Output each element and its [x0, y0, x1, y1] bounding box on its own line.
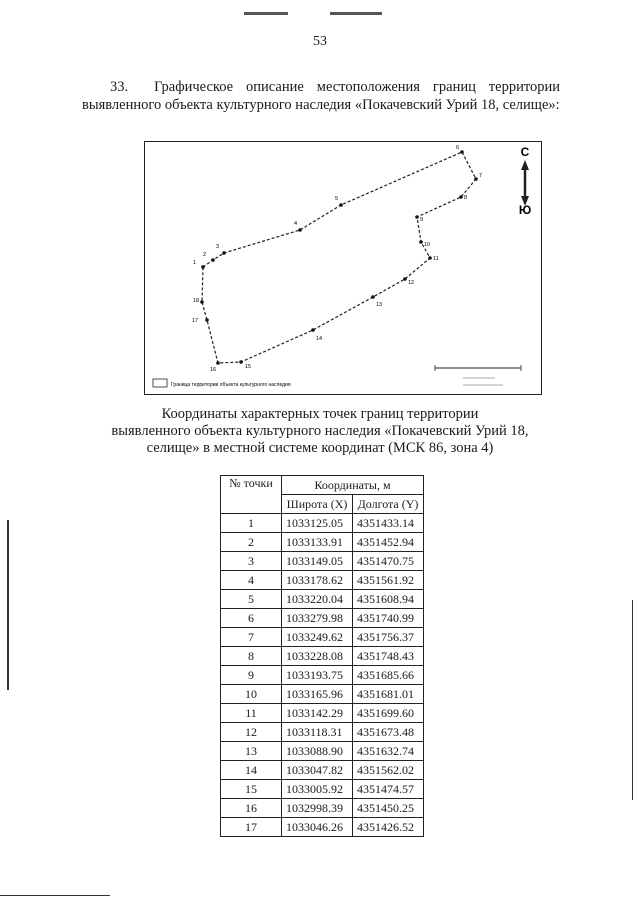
boundary-point-label: 5 — [335, 196, 339, 202]
boundary-point-label: 10 — [424, 242, 431, 248]
longitude-value: 4351470.75 — [353, 552, 424, 571]
caption-line: селище» в местной системе координат (МСК 86, зона 4) — [146, 440, 494, 456]
page-number: 53 — [313, 34, 327, 49]
latitude-value: 1032998.39 — [282, 799, 353, 818]
longitude-value: 4351756.37 — [353, 628, 424, 647]
boundary-point — [298, 228, 302, 232]
latitude-value: 1033193.75 — [282, 666, 353, 685]
header-coordinates: Координаты, м — [282, 476, 424, 495]
boundary-point-label: 4 — [294, 221, 298, 227]
boundary-point-label: 11 — [433, 256, 439, 262]
latitude-value: 1033005.92 — [282, 780, 353, 799]
latitude-value: 1033165.96 — [282, 685, 353, 704]
longitude-value: 4351685.66 — [353, 666, 424, 685]
boundary-point — [403, 277, 407, 281]
boundary-point — [459, 195, 463, 199]
latitude-value: 1033125.05 — [282, 514, 353, 533]
boundary-point — [200, 300, 204, 304]
table-row — [221, 723, 424, 742]
point-number: 4 — [221, 571, 282, 590]
boundary-point-label: 12 — [408, 280, 415, 286]
table-row — [221, 552, 424, 571]
scan-edge-mark — [632, 600, 633, 800]
header-longitude: Долгота (Y) — [353, 495, 424, 514]
latitude-value: 1033133.91 — [282, 533, 353, 552]
boundary-point — [216, 361, 220, 365]
longitude-value: 4351561.92 — [353, 571, 424, 590]
latitude-value: 1033220.04 — [282, 590, 353, 609]
point-number: 2 — [221, 533, 282, 552]
boundary-point — [239, 360, 243, 364]
point-number: 6 — [221, 609, 282, 628]
north-label: С — [520, 145, 530, 159]
latitude-value: 1033149.05 — [282, 552, 353, 571]
latitude-value: 1033249.62 — [282, 628, 353, 647]
table-row — [221, 647, 424, 666]
latitude-value: 1033279.98 — [282, 609, 353, 628]
scan-edge-mark — [0, 895, 110, 896]
latitude-value: 1033178.62 — [282, 571, 353, 590]
longitude-value: 4351681.01 — [353, 685, 424, 704]
boundary-point — [419, 240, 423, 244]
table-row — [221, 704, 424, 723]
point-number: 15 — [221, 780, 282, 799]
latitude-value: 1033118.31 — [282, 723, 353, 742]
table-row — [221, 818, 424, 837]
boundary-point-label: 18 — [193, 298, 200, 304]
boundary-point-label: 17 — [192, 318, 199, 324]
table-row — [221, 533, 424, 552]
longitude-value: 4351452.94 — [353, 533, 424, 552]
boundary-point — [222, 251, 226, 255]
section-number: 33. — [110, 79, 129, 95]
header-latitude: Широта (X) — [282, 495, 353, 514]
map-legend — [153, 379, 291, 388]
boundary-point-label: 6 — [456, 145, 460, 151]
table-row — [221, 628, 424, 647]
point-number: 12 — [221, 723, 282, 742]
table-row — [221, 590, 424, 609]
point-number: 7 — [221, 628, 282, 647]
boundary-point — [474, 177, 478, 181]
longitude-value: 4351748.43 — [353, 647, 424, 666]
scan-speck — [330, 12, 382, 15]
point-number: 3 — [221, 552, 282, 571]
coordinates-table — [220, 475, 424, 837]
boundary-point — [371, 295, 375, 299]
south-label: Ю — [518, 203, 532, 217]
table-row — [221, 685, 424, 704]
longitude-value: 4351450.25 — [353, 799, 424, 818]
boundary-point-label: 16 — [210, 367, 217, 373]
boundary-point-label: 7 — [479, 173, 483, 179]
longitude-value: 4351673.48 — [353, 723, 424, 742]
point-number: 14 — [221, 761, 282, 780]
longitude-value: 4351740.99 — [353, 609, 424, 628]
boundary-point-label: 3 — [216, 244, 220, 250]
table-row — [221, 514, 424, 533]
table-caption — [60, 406, 580, 457]
longitude-value: 4351562.02 — [353, 761, 424, 780]
boundary-point-label: 2 — [203, 252, 207, 258]
north-arrow — [519, 145, 531, 217]
boundary-point — [460, 150, 464, 154]
boundary-point-label: 8 — [464, 195, 468, 201]
boundary-point — [428, 256, 432, 260]
boundary-point-label: 13 — [376, 302, 383, 308]
point-number: 9 — [221, 666, 282, 685]
point-number: 11 — [221, 704, 282, 723]
longitude-value: 4351699.60 — [353, 704, 424, 723]
point-number: 8 — [221, 647, 282, 666]
longitude-value: 4351426.52 — [353, 818, 424, 837]
point-number: 17 — [221, 818, 282, 837]
legend-label: Граница территории объекта культурного наследия — [171, 382, 291, 388]
table-row — [221, 780, 424, 799]
point-number: 1 — [221, 514, 282, 533]
table-row — [221, 761, 424, 780]
section-heading — [82, 78, 560, 114]
latitude-value: 1033228.08 — [282, 647, 353, 666]
scan-edge-mark — [7, 520, 9, 690]
boundary-point-label: 15 — [245, 364, 252, 370]
header-point-number: № точки — [221, 476, 282, 514]
longitude-value: 4351474.57 — [353, 780, 424, 799]
point-number: 10 — [221, 685, 282, 704]
boundary-point — [311, 328, 315, 332]
table-row — [221, 666, 424, 685]
caption-line: выявленного объекта культурного наследия «Покачевский Урий 18, — [111, 423, 529, 439]
boundary-point-label: 1 — [193, 260, 197, 266]
boundary-point-label: 9 — [420, 217, 424, 223]
latitude-value: 1033088.90 — [282, 742, 353, 761]
point-number: 16 — [221, 799, 282, 818]
boundary-point — [339, 203, 343, 207]
boundary-point — [415, 215, 419, 219]
point-number: 5 — [221, 590, 282, 609]
caption-line: Координаты характерных точек границ территории — [161, 406, 479, 422]
scan-speck — [244, 12, 288, 15]
boundary-point — [201, 265, 205, 269]
point-number: 13 — [221, 742, 282, 761]
boundary-map — [144, 141, 542, 395]
section-text: Графическое описание местоположения границ территории выявленного объекта культурного наследия «Покачевский Урий 18, селище»: — [82, 79, 561, 113]
table-row — [221, 571, 424, 590]
boundary-point — [205, 318, 209, 322]
latitude-value: 1033047.82 — [282, 761, 353, 780]
longitude-value: 4351608.94 — [353, 590, 424, 609]
table-row — [221, 609, 424, 628]
table-row — [221, 742, 424, 761]
boundary-map-drawing — [145, 142, 541, 394]
boundary-point — [211, 258, 215, 262]
latitude-value: 1033142.29 — [282, 704, 353, 723]
longitude-value: 4351632.74 — [353, 742, 424, 761]
scale-bar — [435, 365, 521, 385]
longitude-value: 4351433.14 — [353, 514, 424, 533]
table-row — [221, 799, 424, 818]
latitude-value: 1033046.26 — [282, 818, 353, 837]
boundary-point-label: 14 — [316, 336, 323, 342]
